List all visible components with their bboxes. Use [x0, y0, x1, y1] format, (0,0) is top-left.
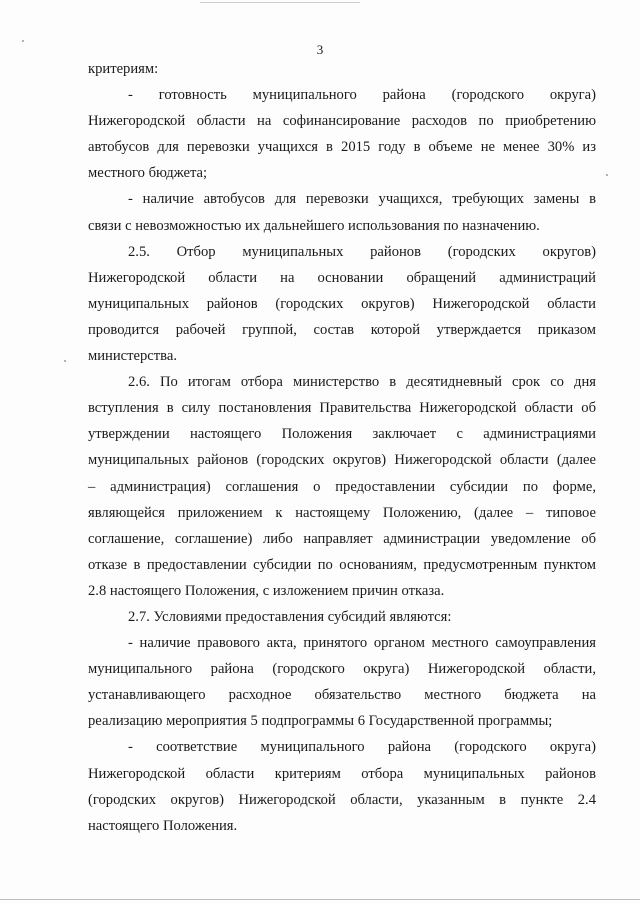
text-line: - готовность муниципального района (городского округа) [128, 87, 596, 104]
text-line: 2.6. По итогам отбора министерство в десятидневный срок со дня [128, 374, 596, 391]
text-line: устанавливающего расходное обязательство местного бюджета на [88, 687, 596, 704]
text-line: местного бюджета; [88, 165, 208, 182]
scan-speck [64, 360, 66, 362]
scan-edge-top [200, 2, 360, 3]
text-line: (городских округов) Нижегородской области, указанным в пункте 2.4 [88, 791, 596, 808]
text-line: 2.7. Условиями предоставления субсидий являются: [128, 608, 452, 625]
text-line: - соответствие муниципального района (городского округа) [128, 739, 596, 756]
page-number: 3 [316, 42, 324, 57]
body-text [88, 56, 596, 839]
text-line: – администрация) соглашения о предоставлении субсидии по форме, [88, 478, 596, 495]
text-line: отказе в предоставлении субсидии по основаниям, предусмотренным пунктом [88, 556, 596, 573]
text-line: являющейся приложением к настоящему Положению, (далее – типовое [88, 504, 596, 521]
text-line: проводится рабочей группой, состав которой утверждается приказом [88, 321, 596, 338]
text-line: - наличие автобусов для перевозки учащихся, требующих замены в [128, 191, 596, 208]
text-line: муниципальных районов (городских округов) Нижегородской области [88, 295, 596, 312]
text-line: - наличие правового акта, принятого органом местного самоуправления [128, 635, 596, 652]
text-line: муниципального района (городского округа) Нижегородской области, [88, 661, 596, 678]
text-line: вступления в силу постановления Правительства Нижегородской области об [88, 400, 596, 417]
text-line: реализацию мероприятия 5 подпрограммы 6 Государственной программы; [88, 713, 553, 730]
text-line: Нижегородской области критериям отбора муниципальных районов [88, 765, 596, 782]
text-line: муниципальных районов (городских округов) Нижегородской области (далее [88, 452, 596, 469]
text-line: утверждении настоящего Положения заключает с администрациями [88, 426, 596, 443]
text-line: автобусов для перевозки учащихся в 2015 году в объеме не менее 30% из [88, 139, 596, 156]
text-line: настоящего Положения. [88, 817, 238, 834]
scan-edge-bottom [0, 899, 640, 900]
text-line: критериям: [88, 61, 159, 77]
text-line: соглашение, соглашение) либо направляет администрации уведомление об [88, 530, 596, 547]
scan-speck [606, 174, 608, 176]
text-line: 2.5. Отбор муниципальных районов (городских округов) [128, 243, 596, 260]
text-line: министерства. [88, 348, 177, 365]
text-line: Нижегородской области на основании обращений администраций [88, 269, 596, 286]
text-line: 2.8 настоящего Положения, с изложением причин отказа. [88, 582, 445, 599]
text-line: Нижегородской области на софинансирование расходов по приобретению [88, 113, 596, 130]
text-line: связи с невозможностью их дальнейшего использования по назначению. [88, 217, 540, 234]
